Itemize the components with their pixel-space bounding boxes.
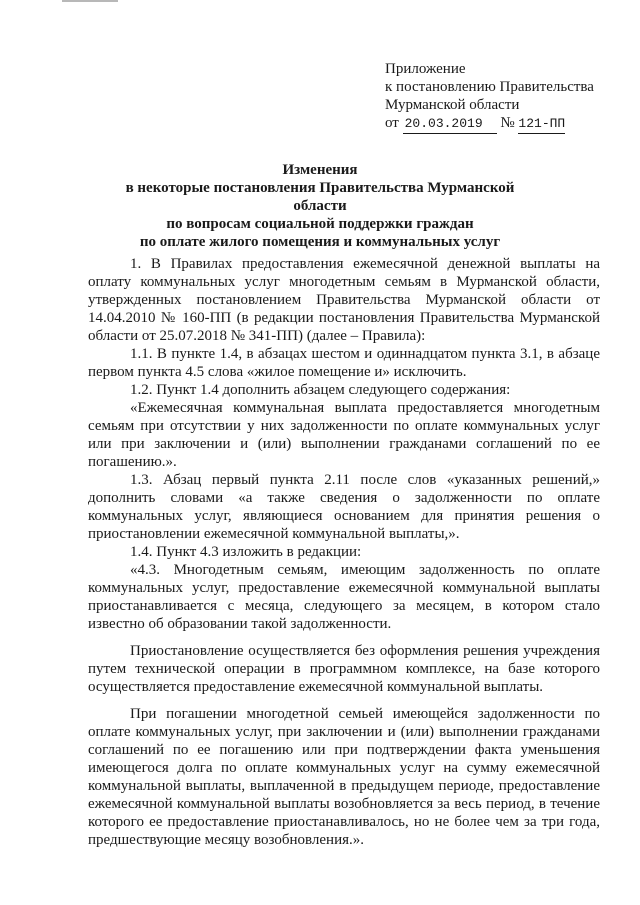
appendix-line-3: Мурманской области	[385, 97, 520, 113]
appendix-date: 20.03.2019	[403, 115, 497, 134]
paragraph-suspension: Приостановление осуществляется без оформления решения учреждения путем технической операции в программном комплексе, на базе которого осуществляется предоставление ежемесячной коммунальной выплаты.	[88, 643, 600, 695]
paragraph-1-1: 1.1. В пункте 1.4, в абзацах шестом и одиннадцатом пункта 3.1, в абзаце первом пункта 4.5 слова «жилое помещение и» исключить.	[88, 346, 600, 380]
title-line-3: по вопросам социальной поддержки граждан	[166, 216, 474, 232]
title-line-2: в некоторые постановления Правительства Мурманской области	[125, 180, 515, 214]
document-body	[88, 255, 600, 849]
from-label: от	[385, 115, 399, 131]
paragraph-4-3: «4.3. Многодетным семьям, имеющим задолженность по оплате коммунальных услуг, предоставление ежемесячной коммунальной выплаты приостанавливается с месяца, следующего за месяцем, в котором стало известно об образовании такой задолженности.	[88, 562, 600, 632]
paragraph-1-3: 1.3. Абзац первый пункта 2.11 после слов «указанных решений,» дополнить словами «а также сведения о задолженности по оплате коммунальных услуг, являющиеся основанием для принятия решения о приостановлении ежемесячной коммунальной выплаты,».	[88, 472, 600, 542]
paragraph-resumption: При погашении многодетной семьей имеющейся задолженности по оплате коммунальных услуг, при заключении и (или) выполнении гражданами соглашений по ее погашению или при подтверждении факта уменьшения имеющегося долга по оплате коммунальных услуг на сумму ежемесячной коммунальной выплаты, выплаченной в предыдущем периоде, предоставление ежемесячной коммунальной выплаты возобновляется за весь период, в течение которого ее предоставление приостанавливалось, но не более чем за три года, предшествующие месяцу возобновления.».	[88, 706, 600, 848]
paragraph-1-4: 1.4. Пункт 4.3 изложить в редакции:	[130, 544, 362, 560]
appendix-number: 121-ПП	[518, 115, 565, 134]
appendix-line-2: к постановлению Правительства	[385, 79, 594, 95]
title-line-4: по оплате жилого помещения и коммунальных услуг	[139, 234, 501, 250]
paragraph-1-2-text: «Ежемесячная коммунальная выплата предоставляется многодетным семьям при отсутствии у них задолженности по оплате коммунальных услуг или при заключении и (или) выполнении гражданами соглашений по ее погашению.».	[88, 400, 600, 470]
paragraph-1: 1. В Правилах предоставления ежемесячной денежной выплаты на оплату коммунальных услуг многодетным семьям в Мурманской области, утвержденных постановлением Правительства Мурманской области от 14.04.2010 № 160-ПП (в редакции постановления Правительства Мурманской области от 25.07.2018 № 341-ПП) (далее – Правила):	[88, 256, 600, 344]
number-label: №	[500, 115, 515, 131]
appendix-line-1: Приложение	[385, 61, 466, 77]
title-line-1: Изменения	[282, 162, 358, 178]
appendix-block	[385, 60, 635, 134]
paragraph-1-2: 1.2. Пункт 1.4 дополнить абзацем следующего содержания:	[130, 382, 511, 398]
scan-mark	[62, 0, 118, 6]
document-title	[100, 161, 540, 251]
appendix-date-line	[385, 114, 635, 134]
